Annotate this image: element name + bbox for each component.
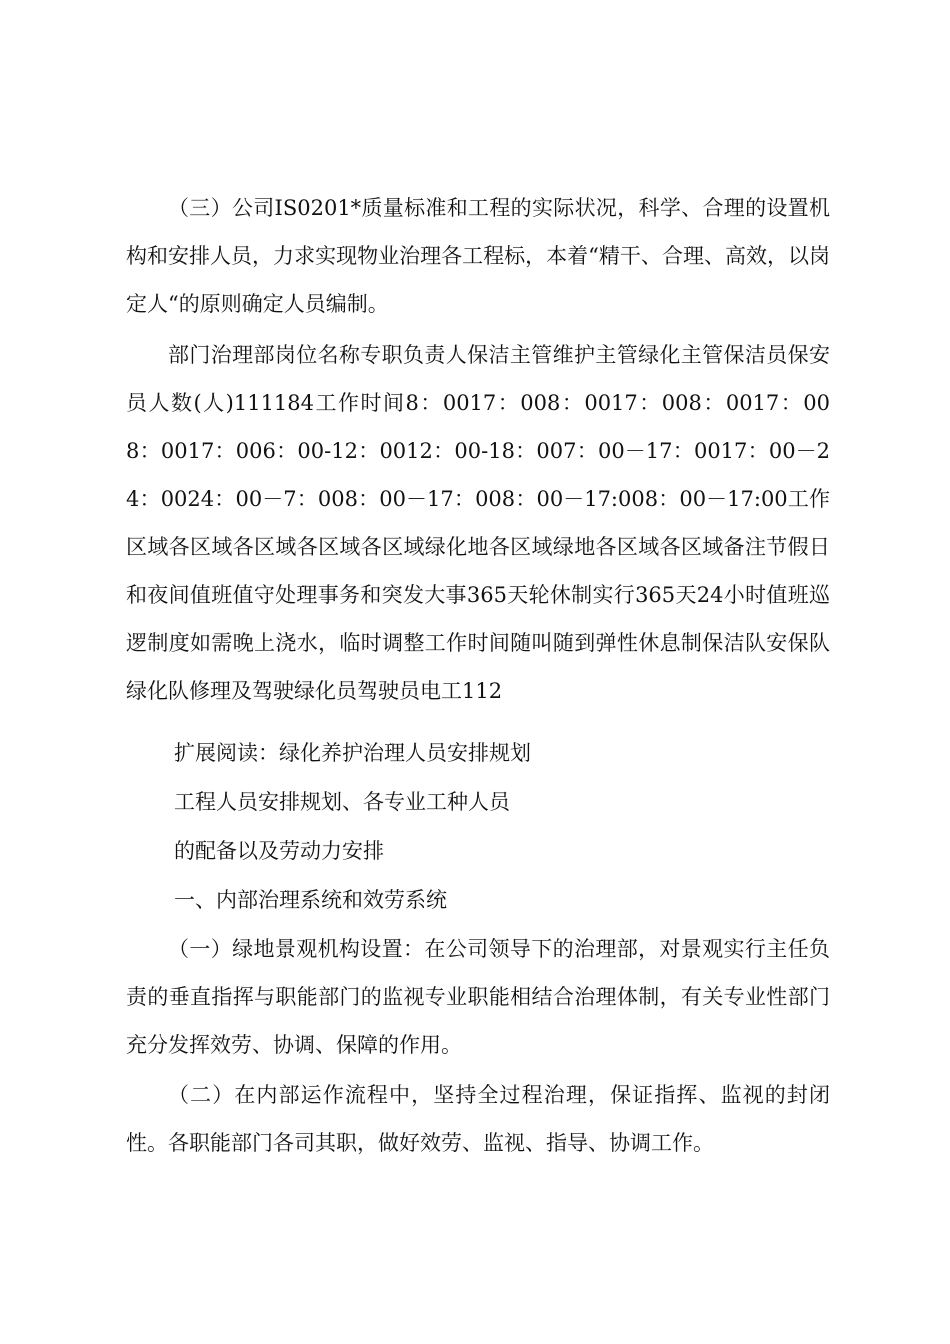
paragraph-labor-allocation: 的配备以及劳动力安排 [174,839,384,863]
paragraph-staff-table: 部门治理部岗位名称专职负责人保洁主管维护主管绿化主管保洁员保安员人数(人)111184工作时间8：0017：008：0017：008：0017：008：0017：006：00-12：0012：00-18：007：00－17：0017：00－24：0024：00－7：008：00－17：008：00－17:008：00－17:00工作区域各区域各区域各区域各区域绿化地各区域绿地各区域各区域备注节假日和夜间值班值守处理事务和突发大事365天轮休制实行365天24小时值班巡逻制度如需晚上浇水，临时调整工作时间随叫随到弹性休息制保洁队安保队绿化队修理及驾驶绿化员驾驶员电工112 [126,343,830,703]
section-heading-internal-system: 一、内部治理系统和效劳系统 [174,888,447,912]
paragraph-engineering-staff: 工程人员安排规划、各专业工种人员 [174,790,510,814]
paragraph-internal-workflow: （二）在内部运作流程中，坚持全过程治理，保证指挥、监视的封闭性。各职能部门各司其职，做好效劳、监视、指导、协调工作。 [126,1083,830,1155]
paragraph-landscape-setup: （一）绿地景观机构设置：在公司领导下的治理部，对景观实行主任负责的垂直指挥与职能部门的监视专业职能相结合治理体制，有关专业性部门充分发挥效劳、协调、保障的作用。 [126,937,830,1057]
paragraph-extended-reading: 扩展阅读：绿化养护治理人员安排规划 [174,741,531,765]
paragraph-iso-staffing: （三）公司IS0201*质量标准和工程的实际状况，科学、合理的设置机构和安排人员，力求实现物业治理各工程标，本着“精干、合理、高效，以岗定人“的原则确定人员编制。 [126,196,830,316]
